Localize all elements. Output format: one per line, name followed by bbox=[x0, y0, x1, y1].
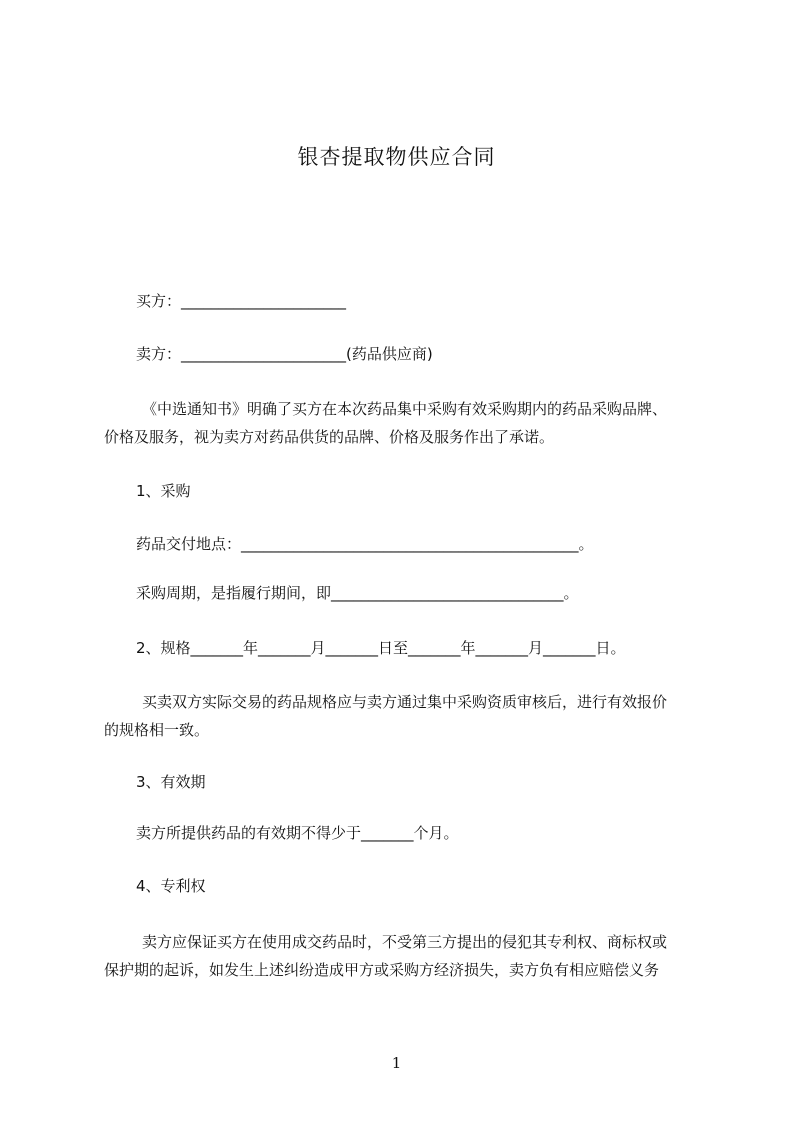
patent-paragraph-line-1: 卖方应保证买方在使用成交药品时，不受第三方提出的侵犯其专利权、商标权或 bbox=[142, 933, 668, 951]
intro-paragraph-line-1: 《中选通知书》明确了买方在本次药品集中采购有效采购期内的药品采购品牌、 bbox=[142, 400, 668, 418]
section-2-heading: 2、规格_______年_______月_______日至_______年_______月_______日。 bbox=[136, 639, 626, 657]
section-3-heading: 3、有效期 bbox=[136, 773, 206, 791]
seller-line: 卖方：______________________(药品供应商) bbox=[136, 345, 433, 363]
spec-paragraph-line-1: 买卖双方实际交易的药品规格应与卖方通过集中采购资质审核后，进行有效报价 bbox=[142, 693, 668, 711]
document-title: 银杏提取物供应合同 bbox=[297, 145, 496, 169]
delivery-place-line: 药品交付地点：_____________________________________________。 bbox=[136, 535, 594, 553]
section-1-heading: 1、采购 bbox=[136, 482, 191, 500]
page-number: 1 bbox=[391, 1054, 402, 1072]
purchase-period-line: 采购周期，是指履行期间，即_______________________________。 bbox=[136, 584, 579, 602]
validity-line: 卖方所提供药品的有效期不得少于_______个月。 bbox=[136, 824, 459, 842]
intro-paragraph-line-2: 价格及服务，视为卖方对药品供货的品牌、价格及服务作出了承诺。 bbox=[104, 428, 555, 446]
spec-paragraph-line-2: 的规格相一致。 bbox=[104, 721, 210, 739]
section-4-heading: 4、专利权 bbox=[136, 877, 206, 895]
buyer-line: 买方：______________________ bbox=[136, 292, 347, 310]
patent-paragraph-line-2: 保护期的起诉，如发生上述纠纷造成甲方或采购方经济损失，卖方负有相应赔偿义务 bbox=[104, 961, 660, 979]
